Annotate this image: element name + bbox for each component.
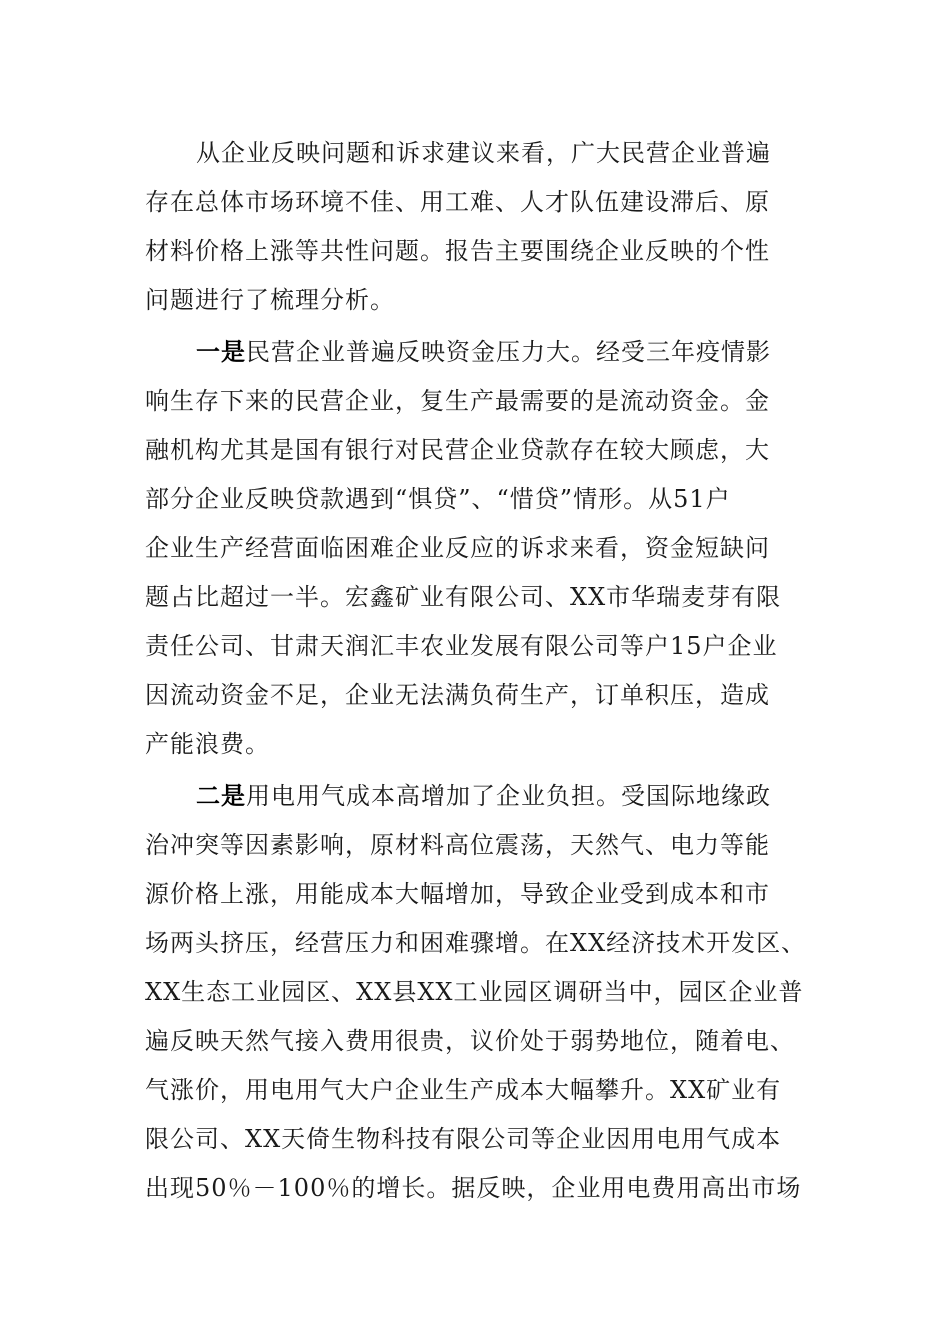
p3-line-8: 限公司、XX天倚生物科技有限公司等企业因用电用气成本 (145, 1125, 782, 1153)
p2-line-3: 融机构尤其是国有银行对民营企业贷款存在较大顾虑，大 (145, 436, 770, 464)
p3-line-1-text: 用电用气成本高增加了企业负担。受国际地缘政 (246, 782, 771, 810)
p1-line-4: 问题进行了梳理分析。 (145, 286, 395, 314)
p2-line-8: 因流动资金不足，企业无法满负荷生产，订单积压，造成 (145, 681, 770, 709)
p3-line-7: 气涨价，用电用气大户企业生产成本大幅攀升。XX矿业有 (145, 1076, 782, 1104)
p1-line-1: 从企业反映问题和诉求建议来看，广大民营企业普遍 (196, 139, 771, 167)
p3-line-5: XX生态工业园区、XX县XX工业园区调研当中，园区企业普 (145, 978, 804, 1006)
p2-line-6: 题占比超过一半。宏鑫矿业有限公司、XX市华瑞麦芽有限 (145, 583, 782, 611)
p1-line-2: 存在总体市场环境不佳、用工难、人才队伍建设滞后、原 (145, 188, 770, 216)
p2-line-9: 产能浪费。 (145, 730, 270, 758)
p1-line-3: 材料价格上涨等共性问题。报告主要围绕企业反映的个性 (145, 237, 770, 265)
p2-line-7: 责任公司、甘肃天润汇丰农业发展有限公司等户15户企业 (145, 632, 778, 660)
p2-line-2: 响生存下来的民营企业，复生产最需要的是流动资金。金 (145, 387, 770, 415)
p3-line-2: 治冲突等因素影响，原材料高位震荡，天然气、电力等能 (145, 831, 770, 859)
p2-lead: 一是 (196, 337, 246, 366)
p3-line-4: 场两头挤压，经营压力和困难骤增。在XX经济技术开发区、 (145, 929, 807, 957)
p2-line-1-text: 民营企业普遍反映资金压力大。经受三年疫情影 (246, 338, 771, 366)
p3-lead: 二是 (196, 781, 246, 810)
p3-line-6: 遍反映天然气接入费用很贵，议价处于弱势地位，随着电、 (145, 1027, 795, 1055)
p3-line-3: 源价格上涨，用能成本大幅增加，导致企业受到成本和市 (145, 880, 770, 908)
p2-line-5: 企业生产经营面临困难企业反应的诉求来看，资金短缺问 (145, 534, 770, 562)
p2-line-4: 部分企业反映贷款遇到“惧贷”、“惜贷”情形。从51户 (145, 485, 731, 513)
p3-line-1 (196, 771, 826, 821)
p3-line-9: 出现50％－100％的增长。据反映，企业用电费用高出市场 (145, 1174, 802, 1202)
p2-line-1 (196, 327, 826, 377)
